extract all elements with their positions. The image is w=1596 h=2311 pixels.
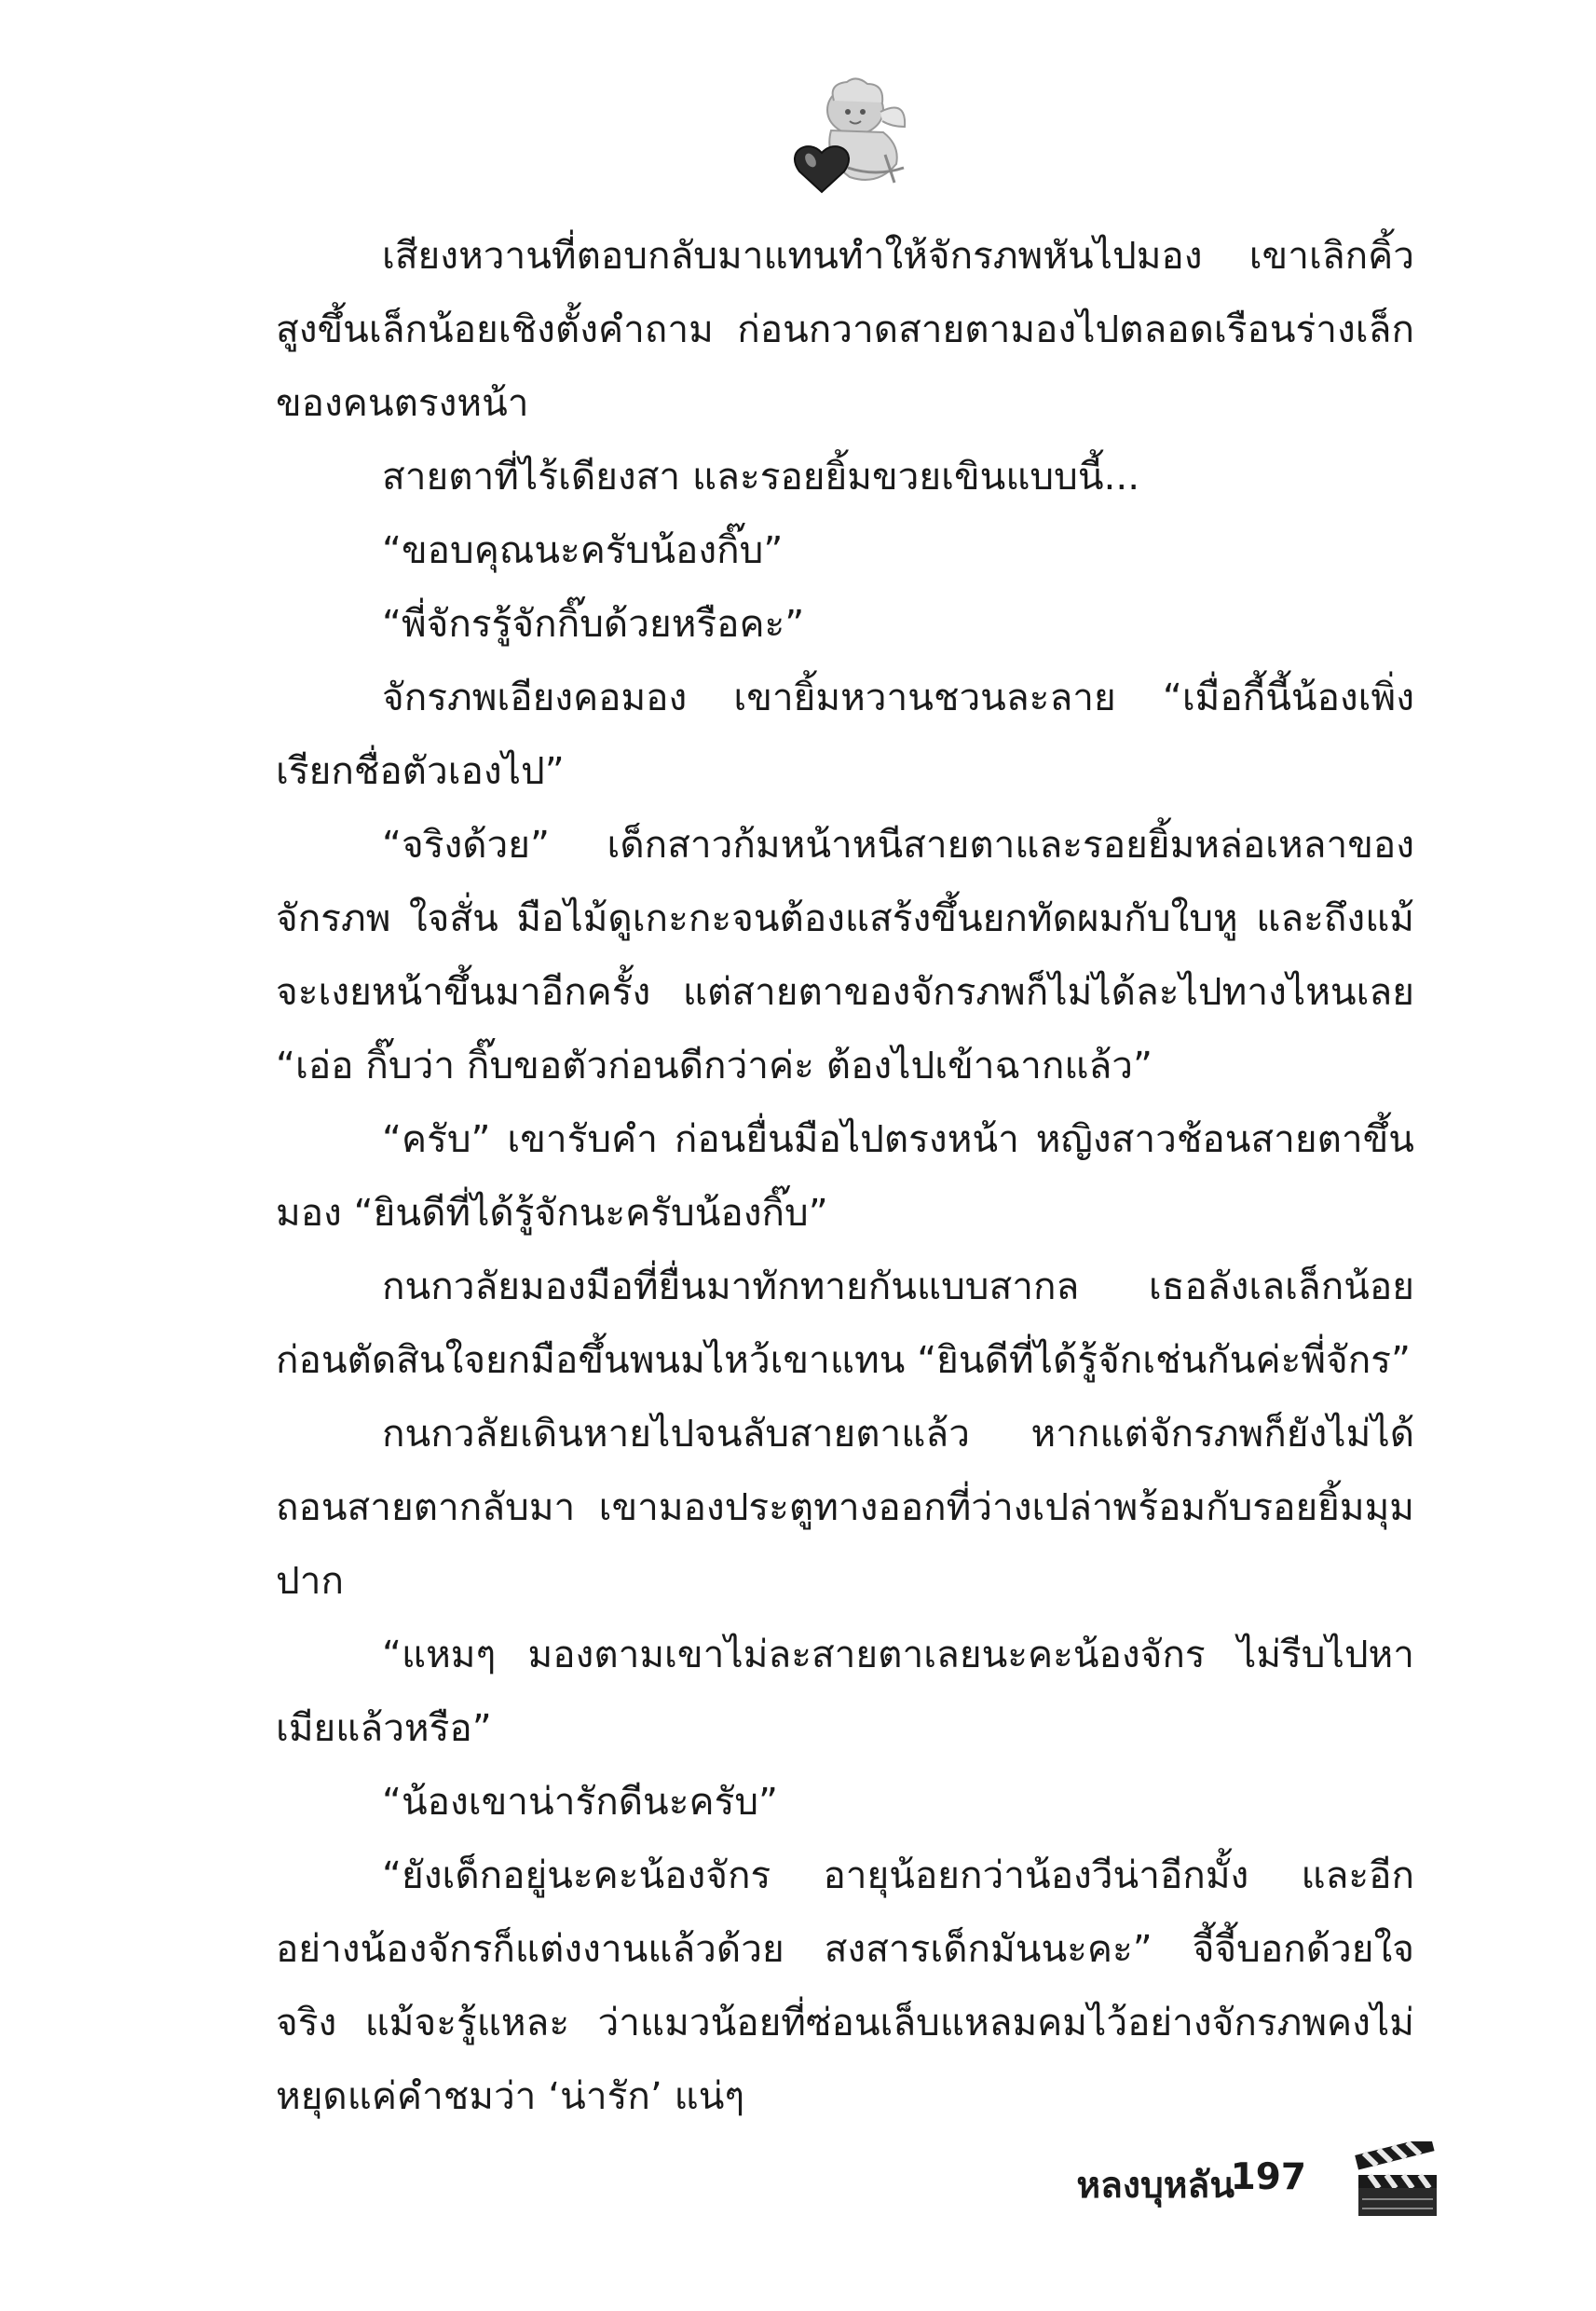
paragraph: “จริงด้วย” เด็กสาวก้มหน้าหนีสายตาและรอยยิ้มหล่อเหลาของจักรภพ ใจสั่น มือไม้ดูเกะกะจนต้องแสร้งขึ้นยกทัดผมกับใบหู และถึงแม้จะเงยหน้าขึ้นมาอีกครั้ง แต่สายตาของจักรภพก็ไม่ได้ละไปทางไหนเลย “เอ่อ กิ๊บว่า กิ๊บขอตัวก่อนดีกว่าค่ะ ต้องไปเข้าฉากแล้ว”	[276, 822, 1414, 1087]
paragraph: “แหมๆ มองตามเขาไม่ละสายตาเลยนะคะน้องจักร ไม่รีบไปหาเมียแล้วหรือ”	[276, 1632, 1414, 1750]
paragraph: กนกวลัยมองมือที่ยื่นมาทักทายกันแบบสากล เธอลังเลเล็กน้อยก่อนตัดสินใจยกมือขึ้นพนมไหว้เขาแทน “ยินดีที่ได้รู้จักเช่นกันค่ะพี่จักร”	[276, 1264, 1414, 1382]
paragraph: “พี่จักรรู้จักกิ๊บด้วยหรือคะ”	[382, 601, 805, 646]
book-title: หลงบุหลัน	[1076, 2165, 1235, 2207]
paragraph: กนกวลัยเดินหายไปจนลับสายตาแล้ว หากแต่จักรภพก็ยังไม่ได้ถอนสายตากลับมา เขามองประตูทางออกที่ว่างเปล่าพร้อมกับรอยยิ้มมุมปาก	[276, 1411, 1414, 1603]
page-number: 197	[1230, 2156, 1306, 2198]
paragraph: เสียงหวานที่ตอบกลับมาแทนทำให้จักรภพหันไปมอง เขาเลิกคิ้วสูงขึ้นเล็กน้อยเชิงตั้งคำถาม ก่อนกวาดสายตามองไปตลอดเรือนร่างเล็กของคนตรงหน้า	[276, 233, 1414, 425]
paragraph: สายตาที่ไร้เดียงสา และรอยยิ้มขวยเขินแบบนี้...	[382, 454, 1140, 499]
paragraph: “น้องเขาน่ารักดีนะครับ”	[382, 1779, 779, 1824]
paragraph: จักรภพเอียงคอมอง เขายิ้มหวานชวนละลาย “เมื่อกี้นี้น้องเพิ่งเรียกชื่อตัวเองไป”	[276, 675, 1414, 793]
paragraph: “ขอบคุณนะครับน้องกิ๊บ”	[382, 527, 784, 572]
clapperboard-icon	[1351, 2141, 1444, 2222]
paragraph: “ยังเด็กอยู่นะคะน้องจักร อายุน้อยกว่าน้องวีน่าอีกมั้ง และอีกอย่างน้องจักรก็แต่งงานแล้วด้วย สงสารเด็กมันนะคะ” จี้จี้บอกด้วยใจจริง แม้จะรู้แหละ ว่าแมวน้อยที่ซ่อนเล็บแหลมคมไว้อย่างจักรภพคงไม่หยุดแค่คำชมว่า ‘น่ารัก’ แน่ๆ	[276, 1853, 1414, 2118]
paragraph: “ครับ” เขารับคำ ก่อนยื่นมือไปตรงหน้า หญิงสาวช้อนสายตาขึ้นมอง “ยินดีที่ได้รู้จักนะครับน้องกิ๊บ”	[276, 1116, 1414, 1235]
body-text	[276, 219, 1414, 2133]
cupid-with-heart-icon	[783, 75, 913, 196]
page-footer	[1025, 2141, 1444, 2225]
